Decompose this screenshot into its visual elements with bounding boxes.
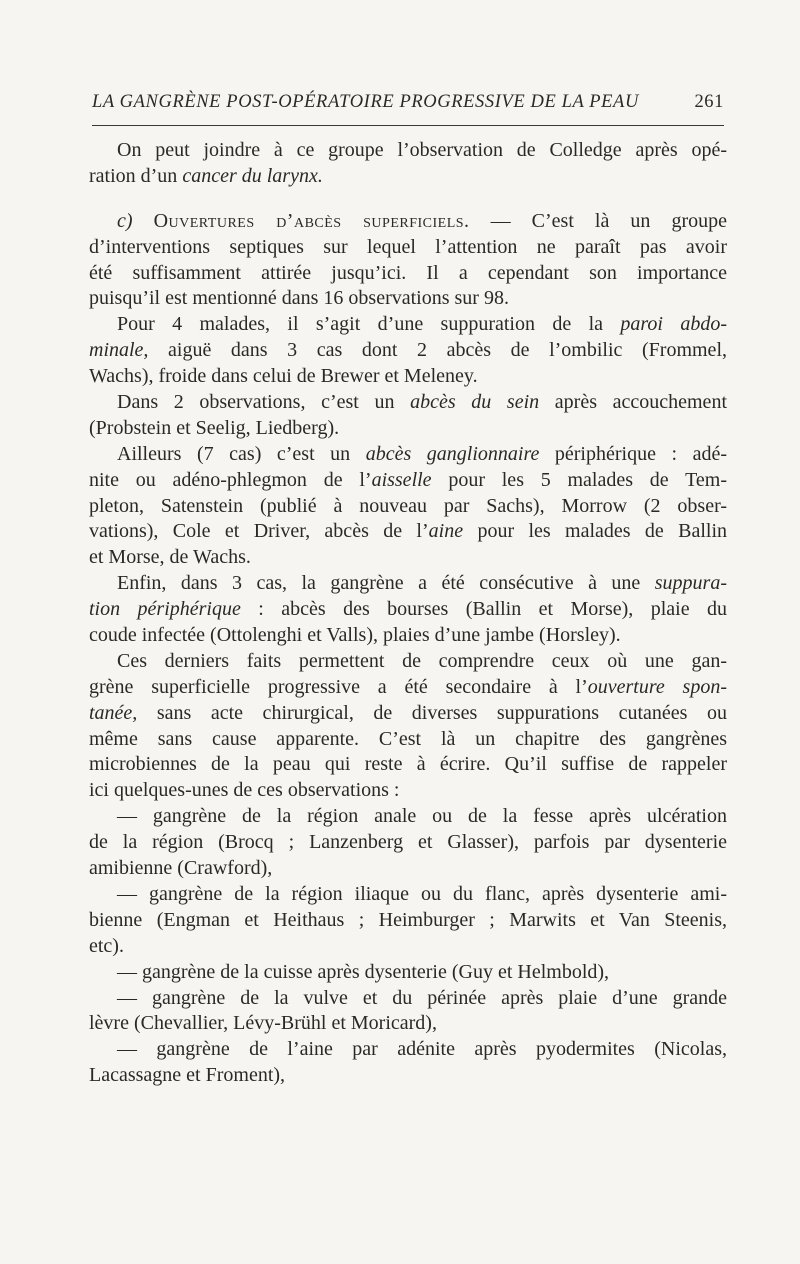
- text-line: puisqu’il est mentionné dans 16 observations sur 98.: [89, 287, 509, 310]
- text-line: Ces derniers faits permettent de comprendre ceux où une gan-: [117, 649, 727, 672]
- text-line: Ailleurs (7 cas) c’est un abcès ganglionnaire périphérique : adé-: [117, 442, 727, 465]
- text-line: ration d’un cancer du larynx.: [89, 164, 323, 187]
- list-item-line: — gangrène de l’aine par adénite après pyodermites (Nicolas,: [117, 1038, 727, 1061]
- header-rule: [92, 125, 724, 126]
- text-line: pleton, Satenstein (publié à nouveau par Sachs), Morrow (2 obser-: [89, 494, 727, 517]
- text-line: etc).: [89, 934, 124, 957]
- running-title: LA GANGRÈNE POST-OPÉRATOIRE PROGRESSIVE DE LA PEAU: [92, 92, 639, 112]
- body-text: [89, 138, 727, 1089]
- text-line: et Morse, de Wachs.: [89, 546, 251, 569]
- text-line: ici quelques-unes de ces observations :: [89, 779, 400, 802]
- list-item-line: — gangrène de la cuisse après dysenterie (Guy et Helmbold),: [117, 960, 610, 983]
- text-line: Lacassagne et Froment),: [89, 1064, 286, 1087]
- text-line: amibienne (Crawford),: [89, 857, 273, 880]
- text-line: bienne (Engman et Heithaus ; Heimburger ; Marwits et Van Steenis,: [89, 908, 727, 931]
- text-line: vations), Cole et Driver, abcès de l’aine pour les malades de Ballin: [89, 520, 728, 543]
- text-line: nite ou adéno-phlegmon de l’aisselle pour les 5 malades de Tem-: [89, 468, 727, 491]
- text-line: d’interventions septiques sur lequel l’attention ne paraît pas avoir: [89, 235, 727, 258]
- text-line: été suffisamment attirée jusqu’ici. Il a cependant son importance: [89, 261, 727, 284]
- text-line: Dans 2 observations, c’est un abcès du sein après accouchement: [117, 391, 727, 414]
- text-line: Enfin, dans 3 cas, la gangrène a été consécutive à une suppura-: [117, 572, 727, 595]
- text-line: microbiennes de la peau qui reste à écrire. Qu’il suffise de rappeler: [89, 753, 727, 776]
- list-item-line: — gangrène de la vulve et du périnée après plaie d’une grande: [117, 986, 727, 1009]
- text-line: Pour 4 malades, il s’agit d’une suppuration de la paroi abdo-: [117, 313, 727, 336]
- text-line: coude infectée (Ottolenghi et Valls), plaies d’une jambe (Horsley).: [89, 624, 621, 647]
- section-gap: [89, 190, 727, 209]
- text-line: Wachs), froide dans celui de Brewer et Meleney.: [89, 365, 478, 388]
- text-line: minale, aiguë dans 3 cas dont 2 abcès de l’ombilic (Frommel,: [89, 339, 727, 362]
- text-line: tanée, sans acte chirurgical, de diverses suppurations cutanées ou: [89, 701, 727, 724]
- running-head: [92, 86, 732, 120]
- list-item-line: — gangrène de la région iliaque ou du flanc, après dysenterie ami-: [117, 882, 727, 905]
- list-item-line: — gangrène de la région anale ou de la fesse après ulcération: [117, 805, 727, 828]
- text-line: On peut joindre à ce groupe l’observation de Colledge après opé-: [117, 139, 727, 161]
- text-line: lèvre (Chevallier, Lévy-Brühl et Moricard),: [89, 1012, 437, 1035]
- page-number: 261: [694, 92, 724, 112]
- text-line: tion périphérique : abcès des bourses (Ballin et Morse), plaie du: [89, 598, 727, 621]
- text-line: même sans cause apparente. C’est là un chapitre des gangrènes: [89, 727, 727, 750]
- text-line: grène superficielle progressive a été secondaire à l’ouverture spon-: [89, 675, 727, 698]
- text-line: de la région (Brocq ; Lanzenberg et Glasser), parfois par dysenterie: [89, 831, 727, 854]
- text-line: (Probstein et Seelig, Liedberg).: [89, 416, 340, 439]
- section-heading-line: c) Ouvertures d’abcès superficiels. — C’est là un groupe: [117, 209, 728, 232]
- section-heading: Ouvertures d’abcès superficiels.: [153, 209, 470, 232]
